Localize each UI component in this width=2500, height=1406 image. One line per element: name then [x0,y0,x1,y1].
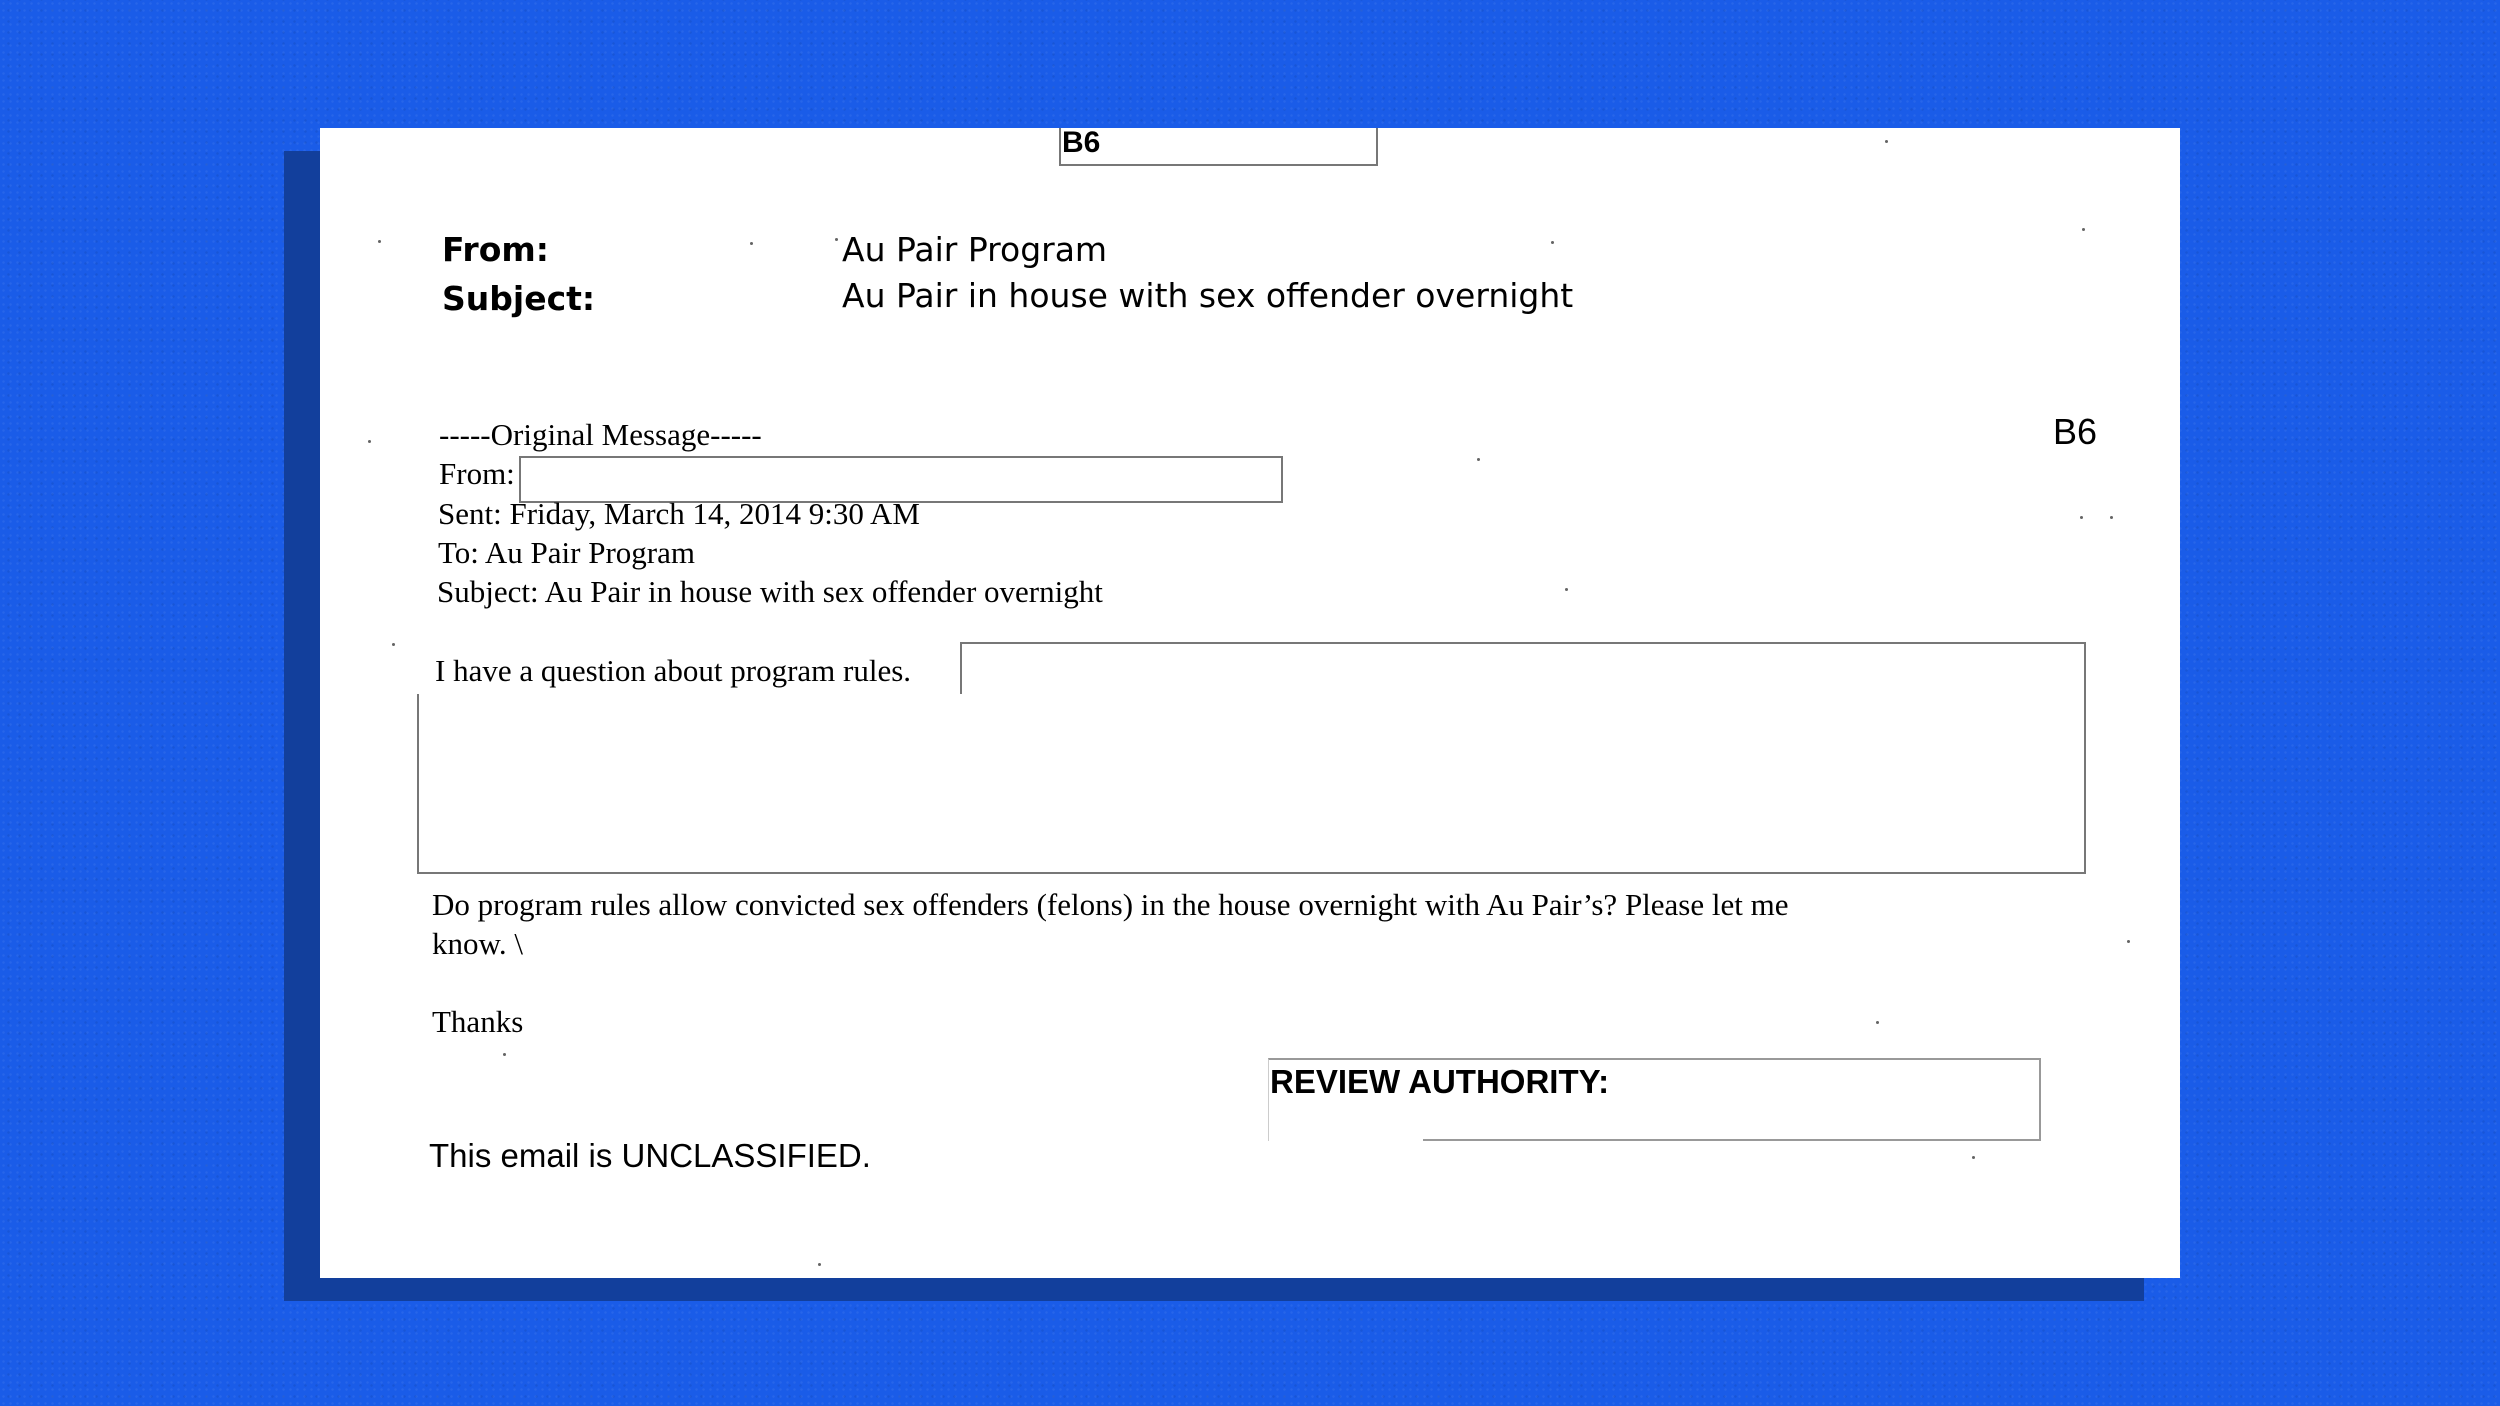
original-message-separator: -----Original Message----- [439,417,762,452]
original-from-label: From: [439,456,515,491]
redaction-box-body-inline [960,642,2086,696]
scan-speck [2127,940,2130,943]
scan-speck [368,440,371,443]
scan-speck [750,242,753,245]
body-thanks: Thanks [432,1004,524,1039]
body-question-line-2: know. \ [432,926,523,961]
scan-speck [818,1263,821,1266]
subject-value: Au Pair in house with sex offender overnight [842,276,1574,315]
review-authority-box-bottom [1423,1139,2041,1141]
scan-speck [1477,458,1480,461]
scan-speck [503,1053,506,1056]
scan-speck [2080,516,2083,519]
scan-speck [392,643,395,646]
redaction-box-body-block [417,694,2086,874]
redaction-box-top [1059,128,1378,166]
scan-speck [835,238,838,241]
scan-speck [1885,140,1888,143]
original-subject: Subject: Au Pair in house with sex offender overnight [437,574,1103,609]
scan-speck [2082,228,2085,231]
subject-label: Subject: [442,279,596,318]
body-line-question-intro: I have a question about program rules. [435,653,912,688]
from-value: Au Pair Program [842,230,1108,269]
redaction-code-top: B6 [1062,128,1101,159]
scan-speck [1565,588,1568,591]
scan-speck [1972,1156,1975,1159]
scan-speck [1551,241,1554,244]
redaction-code-right: B6 [2053,411,2098,452]
classification-notice: This email is UNCLASSIFIED. [429,1137,871,1174]
original-sent: Sent: Friday, March 14, 2014 9:30 AM [438,496,920,531]
original-to: To: Au Pair Program [438,535,696,570]
email-document [320,128,2180,1278]
scan-speck [2110,516,2113,519]
body-question-line-1: Do program rules allow convicted sex offenders (felons) in the house overnight with Au Pair’s? Please let me [432,887,1789,922]
scan-speck [1876,1021,1879,1024]
from-label: From: [442,230,549,269]
scan-speck [378,240,381,243]
review-authority-label: REVIEW AUTHORITY: [1270,1063,1610,1100]
